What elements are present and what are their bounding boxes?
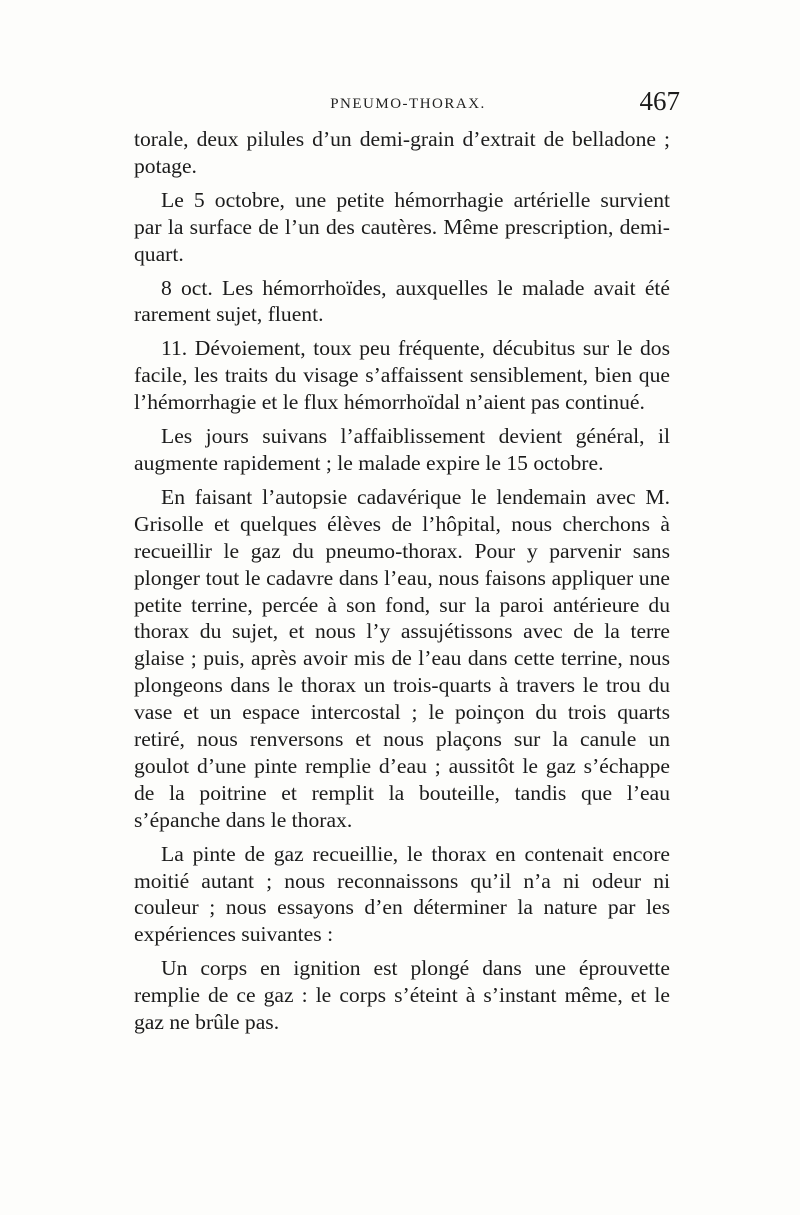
page-header [134, 86, 682, 128]
paragraph: Les jours suivans l’affaiblissement devient général, il augmente rapidement ; le malade expire le 15 octobre. [134, 424, 670, 475]
page-number: 467 [639, 86, 680, 116]
body-text [134, 126, 670, 1043]
paragraph: 11. Dévoiement, toux peu fréquente, décubitus sur le dos facile, les traits du visage s’affaissent sensiblement, bien que l’hémorrhagie et le flux hémorrhoïdal n’aient pas continué. [134, 336, 670, 415]
running-title: PNEUMO-THORAX. [330, 96, 486, 112]
paragraph: torale, deux pilules d’un demi-grain d’extrait de belladone ; potage. [134, 127, 670, 178]
paragraph: Le 5 octobre, une petite hémorrhagie artérielle survient par la surface de l’un des cautères. Même prescription, demi-quart. [134, 187, 670, 266]
paragraph: La pinte de gaz recueillie, le thorax en contenait encore moitié autant ; nous reconnaissons qu’il n’a ni odeur ni couleur ; nous essayons d’en déterminer la nature par les expériences suivantes : [134, 841, 670, 947]
paragraph: Un corps en ignition est plongé dans une éprouvette remplie de ce gaz : le corps s’éteint à s’instant même, et le gaz ne brûle pas. [134, 956, 670, 1035]
paragraph: En faisant l’autopsie cadavérique le lendemain avec M. Grisolle et quelques élèves de l’hôpital, nous cherchons à recueillir le gaz du pneumo-thorax. Pour y parvenir sans plonger tout le cadavre dans l’eau, nous faisons appliquer une petite terrine, percée à son fond, sur la paroi antérieure du thorax du sujet, et nous l’y assujétissons avec de la terre glaise ; puis, après avoir mis de l’eau dans cette terrine, nous plongeons dans le thorax un trois-quarts à travers le trou du vase et un espace intercostal ; le poinçon du trois quarts retiré, nous renversons et nous plaçons sur la canule un goulot d’une pinte remplie d’eau ; aussitôt le gaz s’échappe de la poitrine et remplit la bouteille, tandis que l’eau s’épanche dans le thorax. [134, 484, 670, 832]
paragraph: 8 oct. Les hémorrhoïdes, auxquelles le malade avait été rarement sujet, fluent. [134, 275, 670, 327]
